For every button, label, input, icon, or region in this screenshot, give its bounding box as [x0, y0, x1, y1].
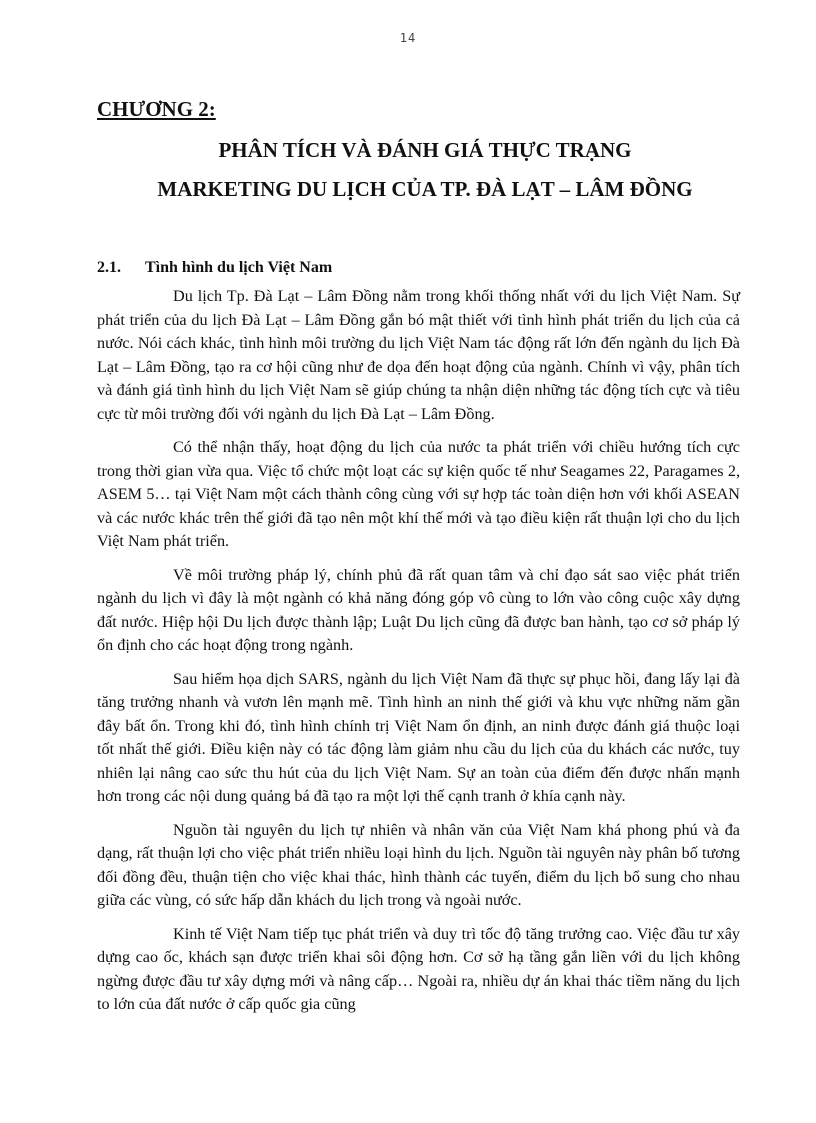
section-number: 2.1.: [97, 259, 121, 276]
paragraph: Về môi trường pháp lý, chính phủ đã rất quan tâm và chỉ đạo sát sao việc phát triển ngành du lịch vì đây là một ngành có khả năng đóng góp vô cùng to lớn vào công cuộc xây dựng đất nước. Hiệp hội Du lịch được thành lập; Luật Du lịch cũng đã được ban hành, tạo cơ sở pháp lý ổn định cho các hoạt động trong ngành.: [97, 565, 740, 654]
paragraph: Sau hiểm họa dịch SARS, ngành du lịch Việt Nam đã thực sự phục hồi, đang lấy lại đà tăng trưởng nhanh và vươn lên mạnh mẽ. Tình hình an ninh thế giới và khu vực những năm gần đây bất ổn. Trong khi đó, tình hình chính trị Việt Nam ổn định, an ninh được đánh giá thuộc loại tốt nhất thế giới. Điều kiện này có tác động làm giảm nhu cầu du lịch của du khách các nước, tuy nhiên lại nâng cao sức thu hút của du lịch Việt Nam. Sự an toàn của điểm đến được nhấn mạnh hơn trong các nội dung quảng bá đã tạo ra một lợi thế cạnh tranh ở khía cạnh này.: [97, 669, 740, 805]
section-title: Tình hình du lịch Việt Nam: [145, 259, 333, 276]
body-text: [97, 285, 740, 1027]
chapter-title-line-1: PHÂN TÍCH VÀ ĐÁNH GIÁ THỰC TRẠNG: [218, 138, 632, 162]
paragraph: Du lịch Tp. Đà Lạt – Lâm Đồng nằm trong khối thống nhất với du lịch Việt Nam. Sự phát triển của du lịch Đà Lạt – Lâm Đồng gắn bó mật thiết với tình hình phát triển du lịch của cả nước. Nói cách khác, tình hình môi trường du lịch Việt Nam tác động rất lớn đến ngành du lịch Đà Lạt – Lâm Đồng, tạo ra cơ hội cũng như đe dọa đến hoạt động của ngành. Chính vì vậy, phân tích và đánh giá tình hình du lịch Việt Nam sẽ giúp chúng ta nhận diện những tác động tích cực và tiêu cực từ môi trường đối với ngành du lịch Đà Lạt – Lâm Đồng.: [97, 287, 740, 423]
page-number: 14: [399, 31, 417, 45]
paragraph: Có thể nhận thấy, hoạt động du lịch của nước ta phát triển với chiều hướng tích cực trong thời gian vừa qua. Việc tổ chức một loạt các sự kiện quốc tế như Seagames 22, Paragames 2, ASEM 5… tại Việt Nam một cách thành công cùng với sự hợp tác toàn diện hơn với khối ASEAN và các nước khác trên thế giới đã tạo nên một khí thế mới và tạo điều kiện rất thuận lợi cho du lịch Việt Nam phát triển.: [97, 438, 740, 550]
paragraph: Nguồn tài nguyên du lịch tự nhiên và nhân văn của Việt Nam khá phong phú và đa dạng, rất thuận lợi cho việc phát triển nhiều loại hình du lịch. Nguồn tài nguyên này phân bố tương đối đồng đều, thuận tiện cho việc khai thác, hình thành các tuyến, điểm du lịch bổ sung cho nhau giữa các vùng, có sức hấp dẫn khách du lịch trong và ngoài nước.: [97, 820, 740, 909]
paragraph: Kinh tế Việt Nam tiếp tục phát triển và duy trì tốc độ tăng trưởng cao. Việc đầu tư xây dựng cao ốc, khách sạn được triển khai sôi động hơn. Cơ sở hạ tầng gắn liền với du lịch không ngừng được đầu tư xây dựng mới và nâng cấp… Ngoài ra, nhiều dự án khai thác tiềm năng du lịch to lớn của đất nước ở cấp quốc gia cũng: [97, 924, 740, 1013]
chapter-title-line-2: MARKETING DU LỊCH CỦA TP. ĐÀ LẠT – LÂM ĐỒNG: [157, 177, 693, 201]
chapter-label: CHƯƠNG 2:: [97, 97, 216, 121]
section-heading: [97, 259, 332, 277]
